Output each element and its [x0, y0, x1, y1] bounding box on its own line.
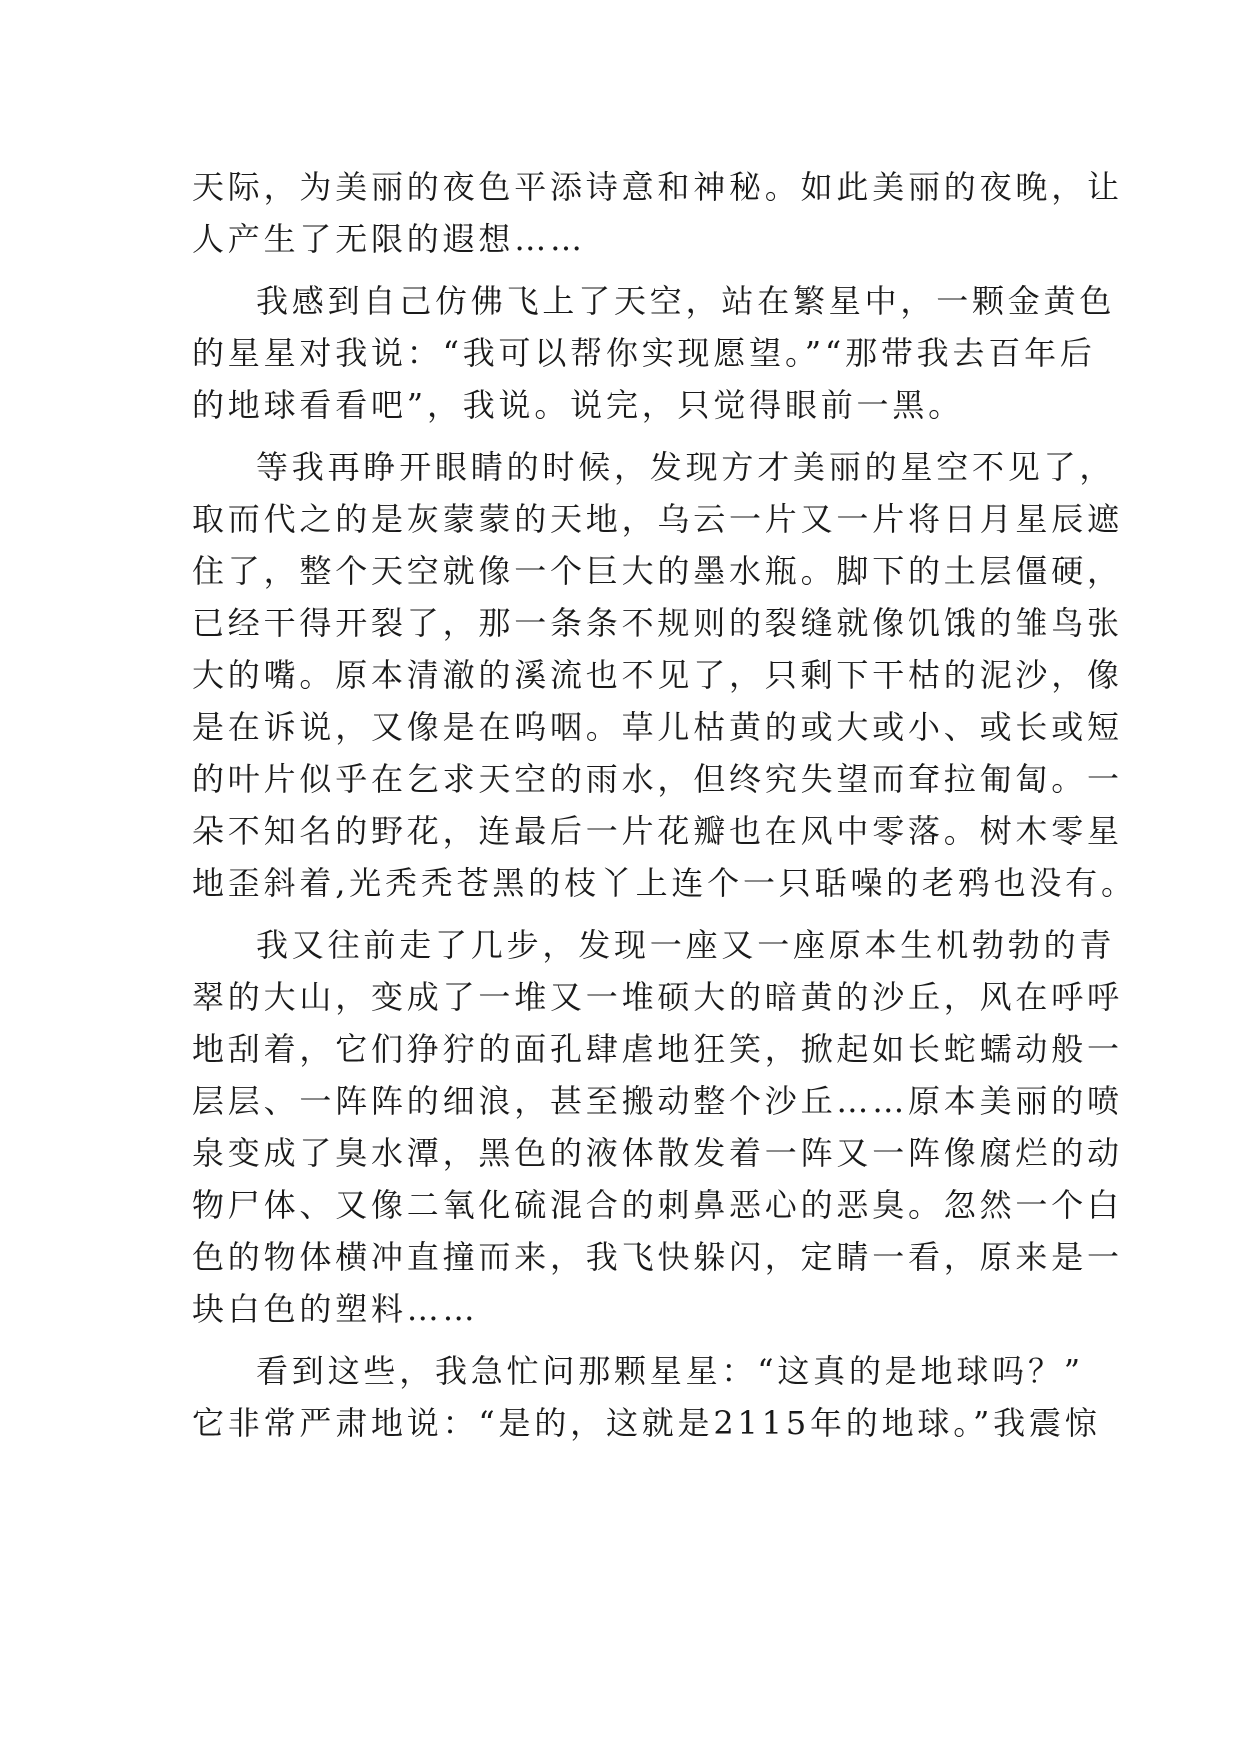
- text-line-2: 人产生了无限的遐想……: [192, 220, 586, 258]
- text-line-5: 的地球看看吧”，我说。说完，只觉得眼前一黑。: [192, 386, 964, 424]
- text-line-13: 朵不知名的野花，连最后一片花瓣也在风中零落。树木零星: [192, 812, 1123, 850]
- text-line-12: 的叶片似乎在乞求天空的雨水，但终究失望而耷拉匍匐。一: [192, 760, 1123, 798]
- text-line-10: 大的嘴。原本清澈的溪流也不见了，只剩下干枯的泥沙，像: [192, 656, 1123, 694]
- text-line-14: 地歪斜着,光秃秃苍黑的枝丫上连个一只聒噪的老鸦也没有。: [192, 864, 1137, 902]
- text-line-3: 我感到自己仿佛飞上了天空，站在繁星中，一颗金黄色: [256, 282, 1116, 320]
- text-line-8: 住了，整个天空就像一个巨大的墨水瓶。脚下的土层僵硬，: [192, 552, 1123, 590]
- text-line-9: 已经干得开裂了，那一条条不规则的裂缝就像饥饿的雏鸟张: [192, 604, 1123, 642]
- text-line-4: 的星星对我说：“我可以帮你实现愿望。”“那带我去百年后: [192, 334, 1096, 372]
- text-line-19: 泉变成了臭水潭，黑色的液体散发着一阵又一阵像腐烂的动: [192, 1134, 1123, 1172]
- text-line-20: 物尸体、又像二氧化硫混合的刺鼻恶心的恶臭。忽然一个白: [192, 1186, 1123, 1224]
- text-line-23: 看到这些，我急忙问那颗星星：“这真的是地球吗？”: [256, 1352, 1084, 1390]
- text-line-7: 取而代之的是灰蒙蒙的天地，乌云一片又一片将日月星辰遮: [192, 500, 1123, 538]
- text-line-16: 翠的大山，变成了一堆又一堆硕大的暗黄的沙丘，风在呼呼: [192, 978, 1123, 1016]
- text-line-21: 色的物体横冲直撞而来，我飞快躲闪，定睛一看，原来是一: [192, 1238, 1123, 1276]
- text-line-11: 是在诉说，又像是在呜咽。草儿枯黄的或大或小、或长或短: [192, 708, 1123, 746]
- text-line-17: 地刮着，它们狰狞的面孔肆虐地狂笑，掀起如长蛇蠕动般一: [192, 1030, 1123, 1068]
- text-line-22: 块白色的塑料……: [192, 1290, 479, 1328]
- text-line-24: 它非常严肃地说：“是的，这就是2115年的地球。”我震惊: [192, 1404, 1101, 1442]
- text-line-1: 天际，为美丽的夜色平添诗意和神秘。如此美丽的夜晚，让: [192, 168, 1123, 206]
- text-line-18: 层层、一阵阵的细浪，甚至搬动整个沙丘……原本美丽的喷: [192, 1082, 1123, 1120]
- text-line-6: 等我再睁开眼睛的时候，发现方才美丽的星空不见了，: [256, 448, 1116, 486]
- text-line-15: 我又往前走了几步，发现一座又一座原本生机勃勃的青: [256, 926, 1116, 964]
